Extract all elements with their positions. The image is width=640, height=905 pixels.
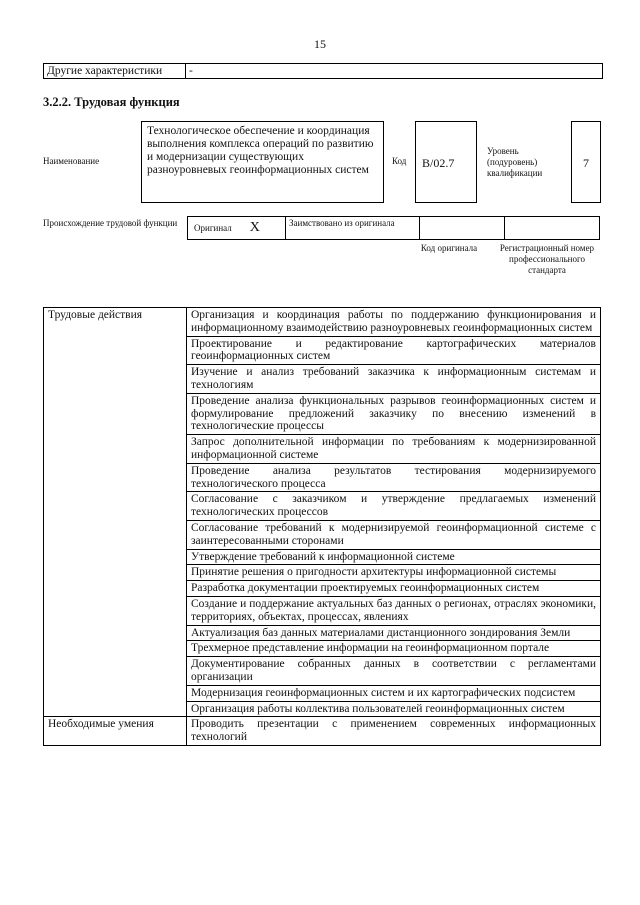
row-item: Проектирование и редактирование картографических материалов геоинформационных систем bbox=[187, 336, 601, 365]
origin-label: Происхождение трудовой функции bbox=[43, 218, 178, 228]
row-item: Запрос дополнительной информации по требованиям к модернизированной информационной системе bbox=[187, 435, 601, 464]
original-mark: X bbox=[249, 220, 260, 235]
row-heading: Трудовые действия bbox=[44, 308, 187, 717]
level-label: Уровень (подуровень) квалификации bbox=[487, 146, 543, 178]
row-item: Согласование с заказчиком и утверждение предлагаемых изменений технологических процессов bbox=[187, 492, 601, 521]
original-code-cell bbox=[419, 216, 505, 240]
other-characteristics-row bbox=[43, 63, 603, 79]
section-title: 3.2.2. Трудовая функция bbox=[43, 95, 180, 109]
other-characteristics-value: - bbox=[189, 65, 193, 77]
row-item: Согласование требований к модернизируемой геоинформационной системе с заинтересованными сторонами bbox=[187, 520, 601, 549]
origin-row bbox=[187, 216, 601, 240]
qualification-level: 7 bbox=[571, 121, 601, 203]
row-heading: Необходимые умения bbox=[44, 717, 187, 746]
function-details-table bbox=[43, 307, 601, 746]
table-row bbox=[44, 308, 601, 337]
borrowed-label: Заимствовано из оригинала bbox=[285, 216, 420, 240]
row-item: Документирование собранных данных в соответствии с регламентами организации bbox=[187, 657, 601, 686]
row-item: Актуализация баз данных материалами дистанционного зондирования Земли bbox=[187, 625, 601, 641]
registration-number-caption: Регистрационный номер профессионального стандарта bbox=[499, 243, 595, 275]
row-item: Модернизация геоинформационных систем и их картографических подсистем bbox=[187, 685, 601, 701]
function-code: B/02.7 bbox=[415, 121, 477, 203]
row-item: Утверждение требований к информационной системе bbox=[187, 549, 601, 565]
registration-number-cell bbox=[504, 216, 600, 240]
row-item: Принятие решения о пригодности архитектуры информационной системы bbox=[187, 565, 601, 581]
row-item: Изучение и анализ требований заказчика к информационным системам и технологиям bbox=[187, 365, 601, 394]
row-item: Разработка документации проектируемых геоинформационных систем bbox=[187, 581, 601, 597]
page-number: 15 bbox=[314, 37, 326, 51]
row-item: Проведение анализа результатов тестирования модернизируемого технологического процесса bbox=[187, 463, 601, 492]
name-label: Наименование bbox=[43, 156, 100, 166]
table-row bbox=[44, 717, 601, 746]
row-item: Проводить презентации с применением современных информационных технологий bbox=[187, 717, 601, 746]
original-cell bbox=[187, 216, 286, 240]
function-name: Технологическое обеспечение и координация выполнения комплекса операций по развитию и модернизации существующих разноуровневых геоинформационных систем bbox=[141, 121, 384, 203]
other-characteristics-label: Другие характеристики bbox=[44, 64, 186, 78]
row-item: Трехмерное представление информации на геоинформационном портале bbox=[187, 641, 601, 657]
code-label: Код bbox=[392, 156, 407, 166]
original-code-caption: Код оригинала bbox=[420, 243, 478, 253]
original-label: Оригинал bbox=[194, 223, 232, 233]
row-item: Организация и координация работы по поддержанию функционирования и информационному взаимодействию разноуровневых геоинформационных систем bbox=[187, 308, 601, 337]
row-item: Проведение анализа функциональных разрывов геоинформационных систем и формулирование предложений заказчику по внесению изменений в технологические процессы bbox=[187, 393, 601, 434]
row-item: Организация работы коллектива пользователей геоинформационных систем bbox=[187, 701, 601, 717]
row-item: Создание и поддержание актуальных баз данных о регионах, отраслях экономики, территориях, объектах, процессах, явлениях bbox=[187, 596, 601, 625]
